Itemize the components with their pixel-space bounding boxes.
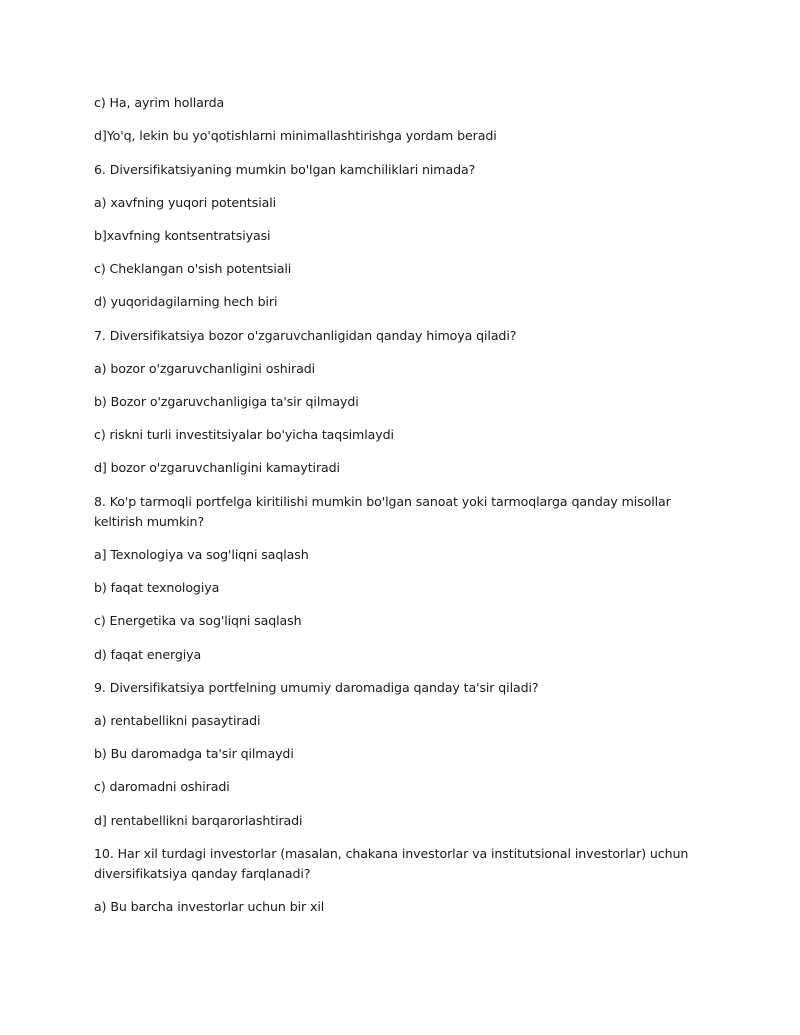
option-5d: d]Yo'q, lekin bu yo'qotishlarni minimallashtirishga yordam beradi <box>94 128 497 143</box>
option-6b: b]xavfning kontsentratsiyasi <box>94 228 271 243</box>
option-6d: d) yuqoridagilarning hech biri <box>94 294 278 309</box>
option-7c: c) riskni turli investitsiyalar bo'yicha taqsimlaydi <box>94 427 394 442</box>
option-9c: c) daromadni oshiradi <box>94 779 230 794</box>
option-8d: d) faqat energiya <box>94 647 202 662</box>
option-7a: a) bozor o'zgaruvchanligini oshiradi <box>94 361 316 376</box>
option-9a: a) rentabellikni pasaytiradi <box>94 713 261 728</box>
option-8a: a] Texnologiya va sog'liqni saqlash <box>94 547 309 562</box>
option-7d: d] bozor o'zgaruvchanligini kamaytiradi <box>94 460 340 475</box>
option-5c: c) Ha, ayrim hollarda <box>94 95 225 110</box>
option-6c: c) Cheklangan o'sish potentsiali <box>94 261 292 276</box>
option-9d: d] rentabellikni barqarorlashtiradi <box>94 813 303 828</box>
question-10: 10. Har xil turdagi investorlar (masalan, chakana investorlar va institutsional investorlar) uchun diversifikatsiya qanday farqlanadi? <box>94 846 689 881</box>
question-8: 8. Ko'p tarmoqli portfelga kiritilishi mumkin bo'lgan sanoat yoki tarmoqlarga qanday misollar keltirish mumkin? <box>94 494 671 529</box>
option-9b: b) Bu daromadga ta'sir qilmaydi <box>94 746 294 761</box>
question-6: 6. Diversifikatsiyaning mumkin bo'lgan kamchiliklari nimada? <box>94 162 476 177</box>
option-7b: b) Bozor o'zgaruvchanligiga ta'sir qilmaydi <box>94 394 359 409</box>
question-7: 7. Diversifikatsiya bozor o'zgaruvchanligidan qanday himoya qiladi? <box>94 328 517 343</box>
option-8c: c) Energetika va sog'liqni saqlash <box>94 613 302 628</box>
option-6a: a) xavfning yuqori potentsiali <box>94 195 277 210</box>
question-9: 9. Diversifikatsiya portfelning umumiy daromadiga qanday ta'sir qiladi? <box>94 680 539 695</box>
option-10a: a) Bu barcha investorlar uchun bir xil <box>94 899 325 914</box>
option-8b: b) faqat texnologiya <box>94 580 220 595</box>
